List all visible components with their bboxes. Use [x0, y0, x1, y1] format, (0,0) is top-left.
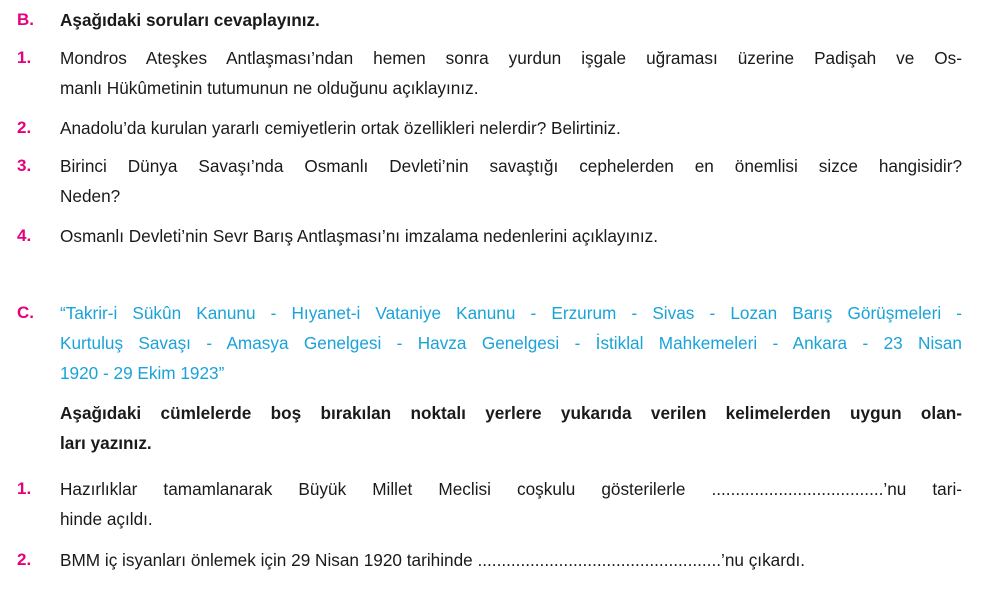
instruction-line: ları yazınız. — [60, 433, 152, 453]
question-line: Birinci Dünya Savaşı’nda Osmanlı Devleti’nin savaştığı cephelerden en önemlisi sizce hangisidir? — [60, 156, 962, 176]
question-text — [60, 221, 962, 251]
item-text — [60, 545, 962, 575]
question-text — [60, 43, 962, 103]
word-bank-line: 1920 - 29 Ekim 1923” — [60, 363, 225, 383]
question-number: 4. — [17, 226, 32, 245]
item-line: Hazırlıklar tamamlanarak Büyük Millet Meclisi coşkulu gösterilerle ....................................’nu tari- — [60, 479, 962, 499]
item-line: hinde açıldı. — [60, 509, 153, 529]
section-c-letter: C. — [17, 303, 34, 322]
section-b-letter: B. — [17, 10, 34, 29]
instruction-text — [60, 398, 962, 458]
item-line: BMM iç isyanları önlemek için 29 Nisan 1920 tarihinde ...................................................’nu çıkardı. — [60, 550, 806, 570]
word-bank-text — [60, 298, 962, 388]
question-line: Anadolu’da kurulan yararlı cemiyetlerin ortak özellikleri nelerdir? Belirtiniz. — [60, 118, 621, 138]
word-bank-line: Kurtuluş Savaşı - Amasya Genelgesi - Havza Genelgesi - İstiklal Mahkemeleri - Ankara - 23 Nisan — [60, 333, 962, 353]
question-number: 2. — [17, 118, 32, 137]
item-number: 1. — [17, 479, 32, 498]
instruction-line: Aşağıdaki cümlelerde boş bırakılan noktalı yerlere yukarıda verilen kelimelerden uygun olan- — [60, 403, 962, 423]
question-line: Osmanlı Devleti’nin Sevr Barış Antlaşması’nı imzalama nedenlerini açıklayınız. — [60, 226, 658, 246]
question-text — [60, 151, 962, 211]
question-text — [60, 113, 962, 143]
question-number: 3. — [17, 156, 32, 175]
item-number: 2. — [17, 550, 32, 569]
item-text — [60, 474, 962, 534]
question-line: Neden? — [60, 186, 121, 206]
question-number: 1. — [17, 48, 32, 67]
section-b-heading: Aşağıdaki soruları cevaplayınız. — [60, 10, 320, 30]
question-line: manlı Hükûmetinin tutumunun ne olduğunu açıklayınız. — [60, 78, 479, 98]
question-line: Mondros Ateşkes Antlaşması’ndan hemen sonra yurdun işgale uğraması üzerine Padişah ve Os- — [60, 48, 962, 68]
word-bank-line: “Takrir-i Sükûn Kanunu - Hıyanet-i Vataniye Kanunu - Erzurum - Sivas - Lozan Barış Görüşmeleri - — [60, 303, 962, 323]
